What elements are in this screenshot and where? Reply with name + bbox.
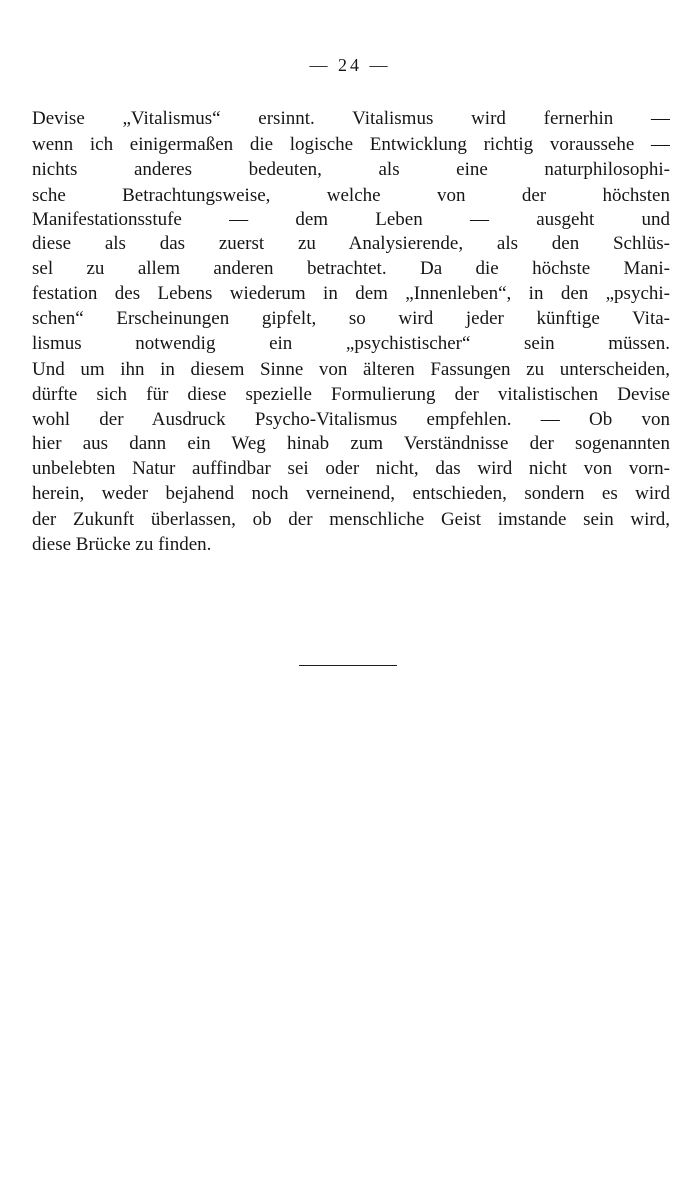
page-number: — 24 — [309, 55, 391, 75]
text-line: sche Betrachtungsweise, welche von der höchsten [32, 185, 670, 206]
text-line: festation des Lebens wiederum in dem „Innenleben“, in den „psychi- [32, 283, 670, 304]
text-line: dürfte sich für diese spezielle Formulierung der vitalistischen Devise [32, 384, 670, 405]
text-line: schen“ Erscheinungen gipfelt, so wird jeder künftige Vita- [32, 308, 670, 329]
text-line: wohl der Ausdruck Psycho-Vitalismus empfehlen. — Ob von [32, 409, 670, 430]
text-line: unbelebten Natur auffindbar sei oder nicht, das wird nicht von vorn- [32, 458, 670, 479]
text-line: hier aus dann ein Weg hinab zum Verständnisse der sogenannten [32, 433, 670, 454]
text-line: lismus notwendig ein „psychistischer“ sein müssen. [32, 333, 670, 354]
text-line: Manifestationsstufe — dem Leben — ausgeht und [32, 209, 670, 230]
text-line: nichts anderes bedeuten, als eine naturphilosophi- [32, 159, 670, 180]
text-line: diese als das zuerst zu Analysierende, als den Schlüs- [32, 233, 670, 254]
text-line: herein, weder bejahend noch verneinend, entschieden, sondern es wird [32, 483, 670, 504]
text-line: der Zukunft überlassen, ob der menschliche Geist imstande sein wird, [32, 509, 670, 530]
text-line: Und um ihn in diesem Sinne von älteren Fassungen zu unterscheiden, [32, 359, 670, 380]
section-divider [299, 665, 397, 666]
text-line: wenn ich einigermaßen die logische Entwicklung richtig voraussehe — [32, 134, 670, 155]
text-line: sel zu allem anderen betrachtet. Da die höchste Mani- [32, 258, 670, 279]
text-line: diese Brücke zu finden. [32, 534, 212, 555]
text-line: Devise „Vitalismus“ ersinnt. Vitalismus wird fernerhin — [32, 108, 670, 129]
